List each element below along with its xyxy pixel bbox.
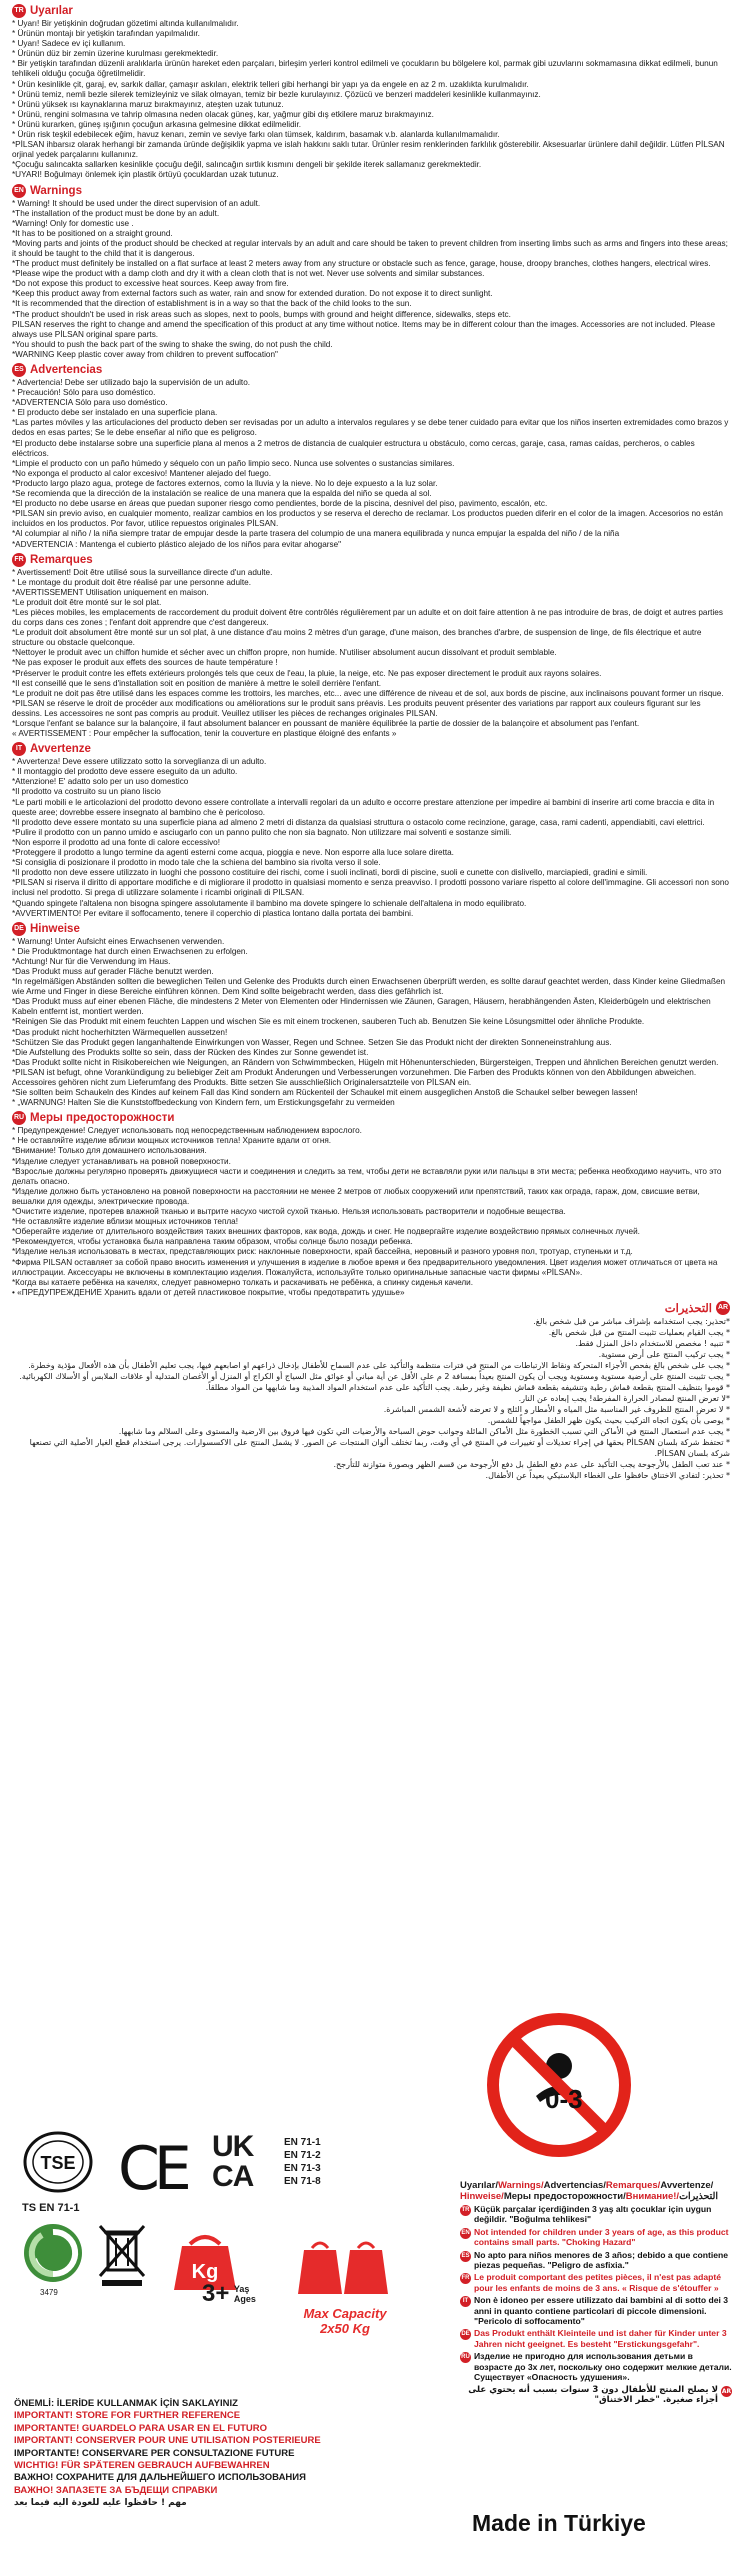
section-title: Avvertenze bbox=[30, 743, 91, 756]
warning-line: *In regelmäßigen Abständen sollten die beweglichen Teilen und Gelenke des Produkts durch einen Erwachsenen überprüft werden, es sollte darauf geachtet werden, dass Kinder keine Gliedmaßen wie Arme und Finger in diese Bereiche einführen können. Dem Kind sollte beigebracht werden, dass dies gefährlich ist. bbox=[12, 977, 726, 997]
en-standard: EN 71-3 bbox=[284, 2163, 321, 2174]
age-warning-fr bbox=[460, 2272, 732, 2293]
flag-ar-icon: AR bbox=[716, 1301, 730, 1315]
warning-line: *PILSAN si riserva il diritto di apportare modifiche e di migliorare il prodotto in qualsiasi momento e senza preavviso. I prodotti possono variare rispetto al colore dell'immagine. Gli accessori non sono inclusi nel prodotto. Si prega di utilizzare solamente i ricambi originali di PILSAN. bbox=[12, 878, 729, 898]
warning-line: *Producto largo plazo agua, protege de factores externos, como la lluvia y la nieve. No lo deje expuesto a la luz solar. bbox=[12, 478, 438, 488]
warning-line: * Advertencia! Debe ser utilizado bajo la supervisión de un adulto. bbox=[12, 378, 251, 387]
tse-standard: TS EN 71-1 bbox=[22, 2202, 80, 2214]
warning-line: * Avertissement! Doit être utilisé sous la surveillance directe d'un adulte. bbox=[12, 567, 273, 577]
warning-line: *Si consiglia di posizionare il prodotto in modo tale che la schiena del bambino sia rivolta verso il sole. bbox=[12, 858, 381, 868]
warning-line: *Il est conseillé que le sens d'installation soit en position de manière à mettre le soleil derrière l'enfant. bbox=[12, 678, 382, 688]
warning-line: * Precaución! Sólo para uso doméstico. bbox=[12, 388, 156, 398]
age-warning-de bbox=[460, 2328, 732, 2349]
flag-de-icon: DE bbox=[460, 2329, 471, 2340]
warning-line: *Изделие следует устанавливать на ровной поверхности. bbox=[12, 1156, 231, 1166]
warning-line: *Il prodotto deve essere montato su una superficie piana ad almeno 2 metri di distanza da qualsiasi struttura o ostacolo come recinzione, garage, casa, rami cadenti, appendiabiti, cavi elettrici. bbox=[12, 817, 705, 827]
warnings-section-es bbox=[12, 363, 730, 550]
warning-line: *Al columpiar al niño / la niña siempre tratar de empujar desde la parte trasera del columpio de una manera equilibrada y nunca empujar la espalda del niño / de la niña bbox=[12, 529, 620, 539]
age-badge-number: 3+ bbox=[202, 2280, 230, 2307]
warning-line: *ADVERTENCIA Sólo para uso doméstico. bbox=[12, 398, 168, 408]
hdr-ru: Меры предосторожности/ bbox=[503, 2191, 626, 2202]
warning-line: *Изделие нельзя использовать в местах, представляющих риск: наклонные поверхности, край бассейна, неровный и разного уровня пол, тротуар, ступеньки и т.д. bbox=[12, 1247, 633, 1257]
warning-line: *Изделие должно быть установлено на ровной поверхности на расстоянии не менее 2 метров от любых сооружений или препятствий, таких как ограда, гараж, дом, свисшие ветви, вешалки для одежды, электрические провода. bbox=[12, 1186, 700, 1206]
warning-line: *Фирма PILSAN оставляет за собой право вносить изменения и улучшения в изделие в любое время и без предварительного уведомления. Цвет изделия может отличаться от цвета на иллюстрации. Аксессуары не включены в комплектацию изделия. Пожалуйста, используйте только оригинальные запасные части фирмы «PİLSAN». bbox=[12, 1257, 718, 1277]
flag-fr-icon: FR bbox=[12, 553, 26, 567]
flag-de-icon: DE bbox=[12, 922, 26, 936]
warning-line: * Ürünü, rengini solmasına ve tahrip olmasına neden olacak güneş, kar, yağmur gibi dış etkilere maruz bırakmayınız. bbox=[12, 109, 434, 119]
warning-line: *Das Produkt muss auf gerader Fläche benutzt werden. bbox=[12, 966, 214, 976]
warning-line: *Pulire il prodotto con un panno umido e asciugarlo con un panno pulito che non sia bagnato. Non utilizzare mai solventi e sostanze simili. bbox=[12, 827, 512, 837]
crossed-bin-icon bbox=[94, 2220, 150, 2290]
warning-line: *Le produit ne doit pas être utilisé dans les espaces comme les trottoirs, les marches, etc... avec une différence de niveau et de sol, aux bords de piscine, aux inclinaisons pouvant former un risque. bbox=[12, 688, 724, 698]
warning-line: *Ne pas exposer le produit aux effets des sources de haute température ! bbox=[12, 658, 278, 668]
section-header bbox=[12, 184, 730, 198]
warning-line: *WARNING Keep plastic cover away from children to prevent suffocation" bbox=[12, 349, 278, 359]
warnings-section-ru bbox=[12, 1111, 730, 1298]
warning-line: * Ürünü kurarken, güneş ışığının çocuğun arkasına gelmesine dikkat edilmelidir. bbox=[12, 119, 301, 129]
age-badge bbox=[202, 2280, 256, 2308]
warning-line: * Warnung! Unter Aufsicht eines Erwachsenen verwenden. bbox=[12, 936, 225, 946]
age-badge-unit: Yaş bbox=[233, 2284, 250, 2294]
age-warning-text: No apto para niños menores de 3 años; debido a que contiene piezas pequeñas. "Peligro de asfixia." bbox=[474, 2249, 729, 2271]
warning-line: * Die Produktmontage hat durch einen Erwachsenen zu erfolgen. bbox=[12, 946, 248, 956]
warning-line: *El producto debe instalarse sobre una superficie plana al menos a 2 metros de distancia de cualquier estructura u obstáculo, como cercas, garaje, casa, ramas caídas, percheros, o cables eléctricos. bbox=[12, 438, 695, 458]
warning-line: * Ürünün düz bir zemin üzerine kurulması gerekmektedir. bbox=[12, 49, 219, 59]
warning-line: *AVVERTIMENTO! Per evitare il soffocamento, tenere il coperchio di plastica lontano dalla portata dei bambini. bbox=[12, 908, 414, 918]
section-lines bbox=[12, 1316, 730, 1481]
warning-line: *تحذير: يجب استخدامه بإشراف مباشر من قبل شخص بالغ. bbox=[533, 1316, 730, 1326]
ukca-line-2: CA bbox=[212, 2160, 254, 2193]
flag-it-icon: IT bbox=[460, 2296, 471, 2307]
warning-line: *Le produit doit être monté sur le sol plat. bbox=[12, 597, 162, 607]
warning-line: * Ürünü yüksek ısı kaynaklarına maruz bırakmayınız, ateşten uzak tutunuz. bbox=[12, 99, 284, 109]
warning-line: *AVERTISSEMENT Utilisation uniquement en maison. bbox=[12, 587, 209, 597]
flag-ru-icon: RU bbox=[12, 1111, 26, 1125]
warning-line: * يوصى بأن يكون اتجاه التركيب بحيث يكون ظهر الطفل مواجهاً للشمس. bbox=[487, 1415, 730, 1425]
warning-line: *You should to push the back part of the swing to shake the swing, do not push the child. bbox=[12, 339, 333, 349]
warning-line: *Do not expose this product to excessive heat sources. Keep away from fire. bbox=[12, 279, 289, 289]
warnings-section-ar bbox=[12, 1301, 730, 1481]
warning-line: *Оберегайте изделие от длительного воздействия таких внешних факторов, как вода, дождь и снег. Не подвергайте изделие воздействию прямых солнечных лучей. bbox=[12, 1227, 640, 1237]
warning-line: * تحتفظ شركة بلسان PİLSAN بحقها في إجراء تعديلات أو تغييرات في المنتج في أي وقت، ربما تختلف ألوان المنتجات عن الصور. لا يشمل المنتج على الاكسسوارات. يرجى استخدام قطع الغيار الأصلية التي تصنعها شركة بلسان PİLSAN. bbox=[29, 1437, 730, 1458]
section-title: Hinweise bbox=[30, 922, 80, 935]
warnings-section-de bbox=[12, 922, 730, 1109]
age-warnings-header bbox=[460, 2180, 732, 2202]
warnings-section-tr bbox=[12, 4, 730, 181]
warning-line: *El producto no debe usarse en áreas que puedan suponer riesgo como pendientes, borde de la piscina, desnivel del piso, pavimento, escalón, etc. bbox=[12, 499, 548, 509]
warning-line: *Die Aufstellung des Produkts sollte so sein, dass der Rücken des Kindes zur Sonne gewendet ist. bbox=[12, 1047, 369, 1057]
warning-line: *Le parti mobili e le articolazioni del prodotto devono essere controllate a intervalli regolari da un adulto e occorre prestare attenzione per impedire ai bambini di inserire arti come braccia e dita in queste aree; dovrebbe essere insegnato al bambino che è pericoloso. bbox=[12, 797, 715, 817]
flag-en-icon: EN bbox=[12, 184, 26, 198]
warning-line: * Ürün kesinlikle çit, garaj, ev, sarkık dallar, çamaşır askıları, elektrik telleri gibi herhangi bir yapı ya da engele en az 2 m. uzaklıkta kurulmalıdır. bbox=[12, 79, 529, 89]
store-notes bbox=[14, 2398, 454, 2510]
warning-line: * لا تعرض المنتج للظروف غير المناسبة مثل المياه و الأمطار و الثلج و لا تعرضه لأشعة الشمس المباشرة. bbox=[383, 1404, 730, 1414]
age-warning-es bbox=[460, 2250, 732, 2271]
warning-line: *Reinigen Sie das Produkt mit einem feuchten Lappen und wischen Sie es mit einem trockenen, sauberen Tuch ab. Benutzen Sie keine Lösungsmittel oder ähnliche Produkte. bbox=[12, 1017, 645, 1027]
certification-logos bbox=[14, 2130, 434, 2380]
bottom-panel bbox=[0, 2010, 742, 2560]
warning-line: • «ПРЕДУПРЕЖДЕНИЕ Хранить вдали от детей пластиковое покрытие, чтобы предотвратить удушье» bbox=[12, 1287, 405, 1297]
section-header bbox=[12, 4, 730, 18]
warning-line: *Çocuğu salıncakta sallarken kesinlikle çocuğu değil, salıncağın sırtlık kısmını dengeli bir şekilde iterek sallamanız gerekmektedir. bbox=[12, 160, 482, 170]
warning-line: *Lorsque l'enfant se balance sur la balançoire, il faut absolument balancer en poussant de manière équilibrée la partie de dossier de la balançoire et absolument pas l'enfant. bbox=[12, 719, 640, 728]
hdr-es: Advertencias/ bbox=[543, 2180, 606, 2191]
en-standard: EN 71-1 bbox=[284, 2137, 321, 2148]
flag-tr-icon: TR bbox=[12, 4, 26, 18]
warning-line: * يجب عدم استعمال المنتج في الأماكن التي تسبب الخطورة مثل الأماكن المائلة وجوانب حوض السباحة والأرضيات التي تكون فيها فروق بين الارضية والمستوى وعلى السلالم وما شابهها. bbox=[118, 1426, 730, 1436]
warning-line: *Das Produkt sollte nicht in Risikobereichen wie Neigungen, an Rändern von Schwimmbecken, Hügeln mit Höhenunterschieden, Bürgersteigen, Treppen und ähnlichen Bereichen genutzt werden. bbox=[12, 1057, 719, 1067]
warning-line: *It has to be positioned on a straight ground. bbox=[12, 228, 173, 238]
section-title: Advertencias bbox=[30, 364, 103, 376]
ukca-mark bbox=[212, 2132, 276, 2196]
warning-line: *Se recomienda que la dirección de la instalación se realice de una manera que la espalda del niño se queda al sol. bbox=[12, 489, 432, 499]
flag-es-icon: ES bbox=[12, 363, 26, 377]
warning-line: *Non esporre il prodotto ad una fonte di calore eccessivo! bbox=[12, 837, 220, 847]
warning-line: *Quando spingete l'altalena non bisogna spingere assolutamente il bambino ma dovete spingere lo schienale dell'altalena in modo equilibrato. bbox=[12, 898, 527, 908]
age-warning-text: Not intended for children under 3 years of age, as this product contains small parts. "Choking Hazard" bbox=[474, 2226, 729, 2248]
recycle-logo-icon bbox=[22, 2222, 84, 2284]
warning-line: *لا تعرض المنتج لمصادر الحرارة المفرطة! يجب إبعاده عن النار. bbox=[518, 1393, 730, 1403]
section-header bbox=[12, 1111, 730, 1125]
warning-line: *Please wipe the product with a damp cloth and dry it with a clean cloth that is not wet. Never use solvents and similar substances. bbox=[12, 269, 485, 279]
age-warning-it bbox=[460, 2295, 732, 2326]
warning-line: * يجب على شخص بالغ بفحص الأجزاء المتحركة ونقاط الارتباطات من المنتج في فترات منتظمة والتأكيد على عدم السماح للأطفال بإدخال ذراعهم او اصابعهم فيها، يجب تعليم الأطفال بأن هذه الأفعال مؤذية وخطرة. bbox=[28, 1360, 730, 1370]
warning-line: * يجب تركيب المنتج على أرض مستوية. bbox=[598, 1349, 730, 1359]
flag-ar-icon: AR bbox=[721, 2387, 732, 2395]
warnings-section-fr bbox=[12, 553, 730, 740]
age-badge-unit-en: Ages bbox=[233, 2294, 256, 2304]
age-warning-symbol-text: 0-3 bbox=[545, 2084, 583, 2114]
age-warning-tr bbox=[460, 2204, 732, 2225]
warnings-section-en bbox=[12, 184, 730, 361]
warning-line: * Warning! It should be used under the direct supervision of an adult. bbox=[12, 198, 261, 208]
section-title: التحذيرات bbox=[664, 1302, 712, 1315]
age-warnings-panel bbox=[460, 2180, 732, 2405]
warning-line: *Рекомендуется, чтобы установка была направлена таким образом, чтобы солнце было позади ребенка. bbox=[12, 1237, 413, 1247]
hdr-en: Warnings/ bbox=[498, 2180, 544, 2191]
warning-line: *Le produit doit absolument être monté sur un sol plat, à une distance d'au moins 2 mètres d'un garage, d'une maison, des branches d'arbre, de suspension de linge, de fils électrique et autre structure ou obstacle quelconque. bbox=[12, 628, 702, 648]
hdr-bg: Внимание!/ bbox=[625, 2191, 680, 2202]
warning-line: *Nettoyer le produit avec un chiffon humide et sécher avec un chiffon propre, non humide. N'utiliser absolument aucun dissolvant et produit semblable. bbox=[12, 648, 557, 658]
store-note: ÖNEMLİ: İLERİDE KULLANMAK İÇİN SAKLAYINIZ bbox=[14, 2398, 238, 2409]
section-header bbox=[12, 922, 730, 936]
warning-line: *PİLSAN ihbarsız olarak herhangi bir zamanda üründe değişiklik yapma ve islah hakkını saklı tutar. Ürünler resim renklerinden farklılık gösterebilir. Aksesuarlar ürünlere dahil değildir. Lütfen PİLSAN orjinal yedek parçalarını kullanınız. bbox=[12, 140, 725, 160]
warning-line: * Le montage du produit doit être réalisé par une personne adulte. bbox=[12, 577, 251, 587]
warning-line: *PILSAN sin previo aviso, en cualquier momento, realizar cambios en los productos y se reserva el derecho de reclamar. Los productos pueden diferir en el color de la imagen. Accesorios no están incluidos en los productos. Por favor, utilice repuestos originales PİLSAN. bbox=[12, 509, 723, 529]
made-in-label: Made in Türkiye bbox=[472, 2510, 646, 2536]
flag-es-icon: ES bbox=[460, 2251, 471, 2262]
flag-fr-icon: FR bbox=[460, 2273, 471, 2284]
age-warning-en bbox=[460, 2227, 732, 2248]
section-header bbox=[12, 553, 730, 567]
warning-line: * Ürünü temiz, nemli bezle silerek temizleyiniz ve silak olmayan, temiz bir bezle kurulayınız. Çözücü ve benzeri maddeleri kesinlikle kullanmayınız. bbox=[12, 89, 541, 99]
age-warnings-list bbox=[460, 2204, 732, 2405]
warning-line: *Moving parts and joints of the product should be checked at regular intervals by an adult and care should be taken to prevent children from inserting limbs such as arms and fingers into these areas; it should be taught to the child that it is dangerous. bbox=[12, 238, 728, 258]
warning-line: *Il prodotto va costruito su un piano liscio bbox=[12, 787, 161, 797]
store-note: IMPORTANT! STORE FOR FURTHER REFERENCE bbox=[14, 2410, 241, 2422]
flag-ru-icon: RU bbox=[460, 2352, 471, 2363]
warning-line: *Limpie el producto con un paño húmedo y séquelo con un paño limpio seco. Nunca use solventes o sustancias similares. bbox=[12, 458, 455, 468]
warning-line: *The product shouldn't be used in risk areas such as slopes, next to pools, bumps with ground and height difference, sidewalks, steps etc. bbox=[12, 309, 511, 319]
warning-line: * Il montaggio del prodotto deve essere eseguito da un adulto. bbox=[12, 767, 238, 777]
warning-line: *Schützen Sie das Produkt gegen langanhaltende Einwirkungen von Wasser, Regen und Schnee. Setzen Sie das Produkt nicht der direkten Sonneneinstrahlung aus. bbox=[12, 1037, 612, 1047]
flag-tr-icon: TR bbox=[460, 2205, 471, 2216]
tse-logo-icon bbox=[22, 2130, 94, 2200]
warning-line: * Bir yetişkin tarafından düzenli aralıklarla ürünün hareket eden parçaları, birleşim yerleri kontrol edilmeli ve çocukların bu bölgelere kol, parmak gibi uzuvlarını sokmamasına dikkat edilmeli, bunun tehlikeli olduğu çocuğa öğretilmelidir. bbox=[12, 59, 718, 79]
warning-line: *Das produkt nicht hocherhitzten Wärmequellen aussetzen! bbox=[12, 1027, 228, 1037]
warning-line: *PILSAN ist befugt, ohne Vorankündigung zu beliebiger Zeit am Produkt Änderungen und Verbesserungen vorzunehmen. Die Farben des Produkts können von den Abbildungen abweichen. Accessoires gehören nicht zum Lieferumfang des Produkts. Bitte setzen Sie ausschließlich Originalersatzteile von PİLSAN ein. bbox=[12, 1067, 697, 1087]
store-note: WICHTIG! FÜR SPÄTEREN GEBRAUCH AUFBEWAHREN bbox=[14, 2460, 270, 2472]
hdr-ar: التحذيرات bbox=[679, 2191, 719, 2202]
section-header bbox=[12, 1301, 730, 1315]
en-standard: EN 71-8 bbox=[284, 2176, 321, 2187]
warning-line: * „WARNUNG! Halten Sie die Kunststoffbedeckung von Kindern fern, um Erstickungsgefahr zu vermeiden bbox=[12, 1098, 395, 1108]
age-warning-text: Non è idoneo per essere utilizzato dai bambini al di sotto dei 3 anni in quanto contiene particolari di piccole dimensioni. "Pericolo di soffocamento" bbox=[474, 2295, 729, 2327]
age-warning-text: Küçük parçalar içerdiğinden 3 yaş altı çocuklar için uygun değildir. "Boğulma tehlikesi" bbox=[474, 2204, 712, 2225]
warning-line: * يجب تثبيت المنتج على أرضية مستوية ومستوية ويجب أن يكون المنتج بعيداً بمسافة 2 م على الأقل عن أية مباني أو عوائق مثل السياج أو الكراج أو المنزل أو الأغصان المتدلية أو علاقات الملابس أو الأسلاك الكهربائية. bbox=[19, 1371, 730, 1381]
capacity-line-2: 2x50 Kg bbox=[320, 2321, 370, 2336]
warning-line: * تحذير: لتفادي الاختناق حافظوا على الغطاء البلاستيكي بعيداً عن الأطفال. bbox=[485, 1470, 730, 1480]
ukca-line-1: UK bbox=[212, 2130, 254, 2163]
section-title: Remarques bbox=[30, 553, 93, 566]
warning-line: *Не оставляйте изделие вблизи мощных источников тепла! bbox=[12, 1217, 238, 1227]
hdr-de: Hinweise/ bbox=[460, 2191, 504, 2202]
warning-line: *Когда вы катаете ребёнка на качелях, следует равномерно толкать и раскачивать не ребёнка, а спинку сиденья качели. bbox=[12, 1277, 474, 1287]
section-title: Меры предосторожности bbox=[30, 1112, 175, 1125]
warning-line: *Il prodotto non deve essere utilizzato in luoghi che possono costituire dei rischi, come i suoli inclinati, bordi di piscine, suoli e cunette con dislivello, marciapiedi, gradini e simili. bbox=[12, 868, 648, 878]
warning-line: *Warning! Only for domestic use . bbox=[12, 218, 134, 228]
warning-line: *Внимание! Только для домашнего использования. bbox=[12, 1146, 207, 1156]
warning-line: *Préserver le produit contre les effets extérieurs prolongés tels que ceux de l'eau, la pluie, la neige, etc. Ne pas exposer directement le produit aux rayons solaires. bbox=[12, 668, 602, 678]
warning-line: *Las partes móviles y las articulaciones del producto deben ser revisadas por un adulto a intervalos regulares y se debe tener cuidado para evitar que los niños inserten extremidades como brazos y dedos en esas partes; Se le debe enseñar al niño que es peligroso. bbox=[12, 418, 729, 438]
store-note: ВАЖНО! ЗАПАЗЕТЕ ЗА БЪДЕЩИ СПРАВКИ bbox=[14, 2484, 218, 2496]
warning-line: *ADVERTENCIA : Mantenga el cubierto plástico alejado de los niños para evitar ahogarse" bbox=[12, 539, 342, 549]
age-warning-text: Das Produkt enthält Kleinteile und ist daher für Kinder unter 3 Jahren nicht geeignet. Es besteht "Erstickungsgefahr". bbox=[474, 2328, 727, 2349]
warning-line: * Ürün risk teşkil edebilecek eğim, havuz kenarı, zemin ve seviye farkı olan tümsek, kaldırım, basamak v.b. alanlarda kullanılmamalıdır. bbox=[12, 130, 500, 140]
warning-line: *The installation of the product must be done by an adult. bbox=[12, 208, 220, 218]
store-note: ВАЖНО! СОХРАНИТЕ ДЛЯ ДАЛЬНЕЙШЕГО ИСПОЛЬЗОВАНИЯ bbox=[14, 2472, 306, 2484]
max-capacity-label bbox=[290, 2306, 400, 2336]
hdr-tr: Uyarılar/ bbox=[460, 2180, 499, 2191]
warning-line: *It is recommended that the direction of establishment is in a way so that the back of the child looks to the sun. bbox=[12, 299, 412, 309]
weight-kg-label: Kg bbox=[191, 2261, 219, 2283]
warning-line: * Не оставляйте изделие вблизи мощных источников тепла! Храните вдали от огня. bbox=[12, 1136, 332, 1146]
section-header bbox=[12, 742, 730, 756]
warning-line: *Sie sollten beim Schaukeln des Kindes auf keinem Fall das Kind sondern am Rückenteil der Schaukel mit einem ausgeglichen Anstoß die Schaukel selber bewegen lassen! bbox=[12, 1088, 638, 1098]
hdr-fr: Remarques/ bbox=[605, 2180, 661, 2191]
store-note: مهم ! حافظوا عليه للعودة اليه فيما بعد bbox=[14, 2498, 187, 2509]
hdr-it: Avvertenze/ bbox=[660, 2180, 714, 2191]
warning-line: *Das Produkt muss auf einer ebenen Fläche, die mindestens 2 Meter von Elementen oder Hindernissen wie Zäunen, Garagen, Häusern, herabhängenden Ästen, Kleiderbügeln und elektrischen Kabeln entfernt ist, montiert werden. bbox=[12, 997, 711, 1017]
warning-line: *No exponga el producto al calor excesivo! Mantener alejado del fuego. bbox=[12, 468, 271, 478]
warning-line: *PILSAN se réserve le droit de procéder aux modifications ou améliorations sur le produit sans préavis. Les produits peuvent présenter des variations par rapport aux couleurs figurant sur les dessins. Les accessoires ne sont pas compris au produit. Veuillez utiliser les pièces de rechanges originales PILSAN. bbox=[12, 698, 701, 718]
warning-line: * Предупреждение! Следует использовать под непосредственным наблюдением взрослого. bbox=[12, 1126, 362, 1136]
capacity-line-1: Max Capacity bbox=[303, 2306, 387, 2321]
warning-line: *Les pièces mobiles, les emplacements de raccordement du produit doivent être contrôlés régulièrement par un adulte et on doit faire attention à ne pas introduire de bras, de doigt et autres parties du corps dans ces zones ; l'enfant doit apprendre que c'est dangereux. bbox=[12, 607, 723, 628]
warning-line: * Ürünün montajı bir yetişkin tarafından yapılmalıdır. bbox=[12, 29, 200, 39]
ce-mark: CE bbox=[118, 2134, 186, 2204]
age-warning-text: Le produit comportant des petites pièces, il n'est pas adapté pour les enfants de moins de 3 ans. « Risque de s'étouffer » bbox=[474, 2272, 722, 2293]
section-title: Uyarılar bbox=[30, 5, 73, 17]
en-standard: EN 71-2 bbox=[284, 2150, 321, 2161]
section-title: Warnings bbox=[30, 184, 82, 197]
warning-line: *Очистите изделие, протерев влажной тканью и вытрите насухо чистой сухой тканью. Нельзя использовать растворители и подобные вещества. bbox=[12, 1207, 566, 1217]
warning-line: * عند تعب الطفل بالأرجوحة يجب التأكيد على عدم دفع الطفل بل دفع الأرجوحة من قسم الظهر وبصورة متوازنة للتأرجح. bbox=[333, 1459, 730, 1469]
warning-line: * Uyarı! Sadece ev içi kullanım. bbox=[12, 39, 126, 49]
recycle-code: 3479 bbox=[40, 2288, 58, 2297]
warning-line: * يجب القيام بعمليات تثبيت المنتج من قبل شخص بالغ. bbox=[548, 1327, 730, 1337]
warning-line: * El producto debe ser instalado en una superficie plana. bbox=[12, 408, 218, 418]
flag-en-icon: EN bbox=[460, 2228, 471, 2239]
warning-line: * قوموا بتنظيف المنتج بقطعة قماش رطبة وتنشيفه بقطعة قماش نظيفة وغير رطبة. يجب التأكيد على عدم استخدام المواد المذيبة وما شابهها من المواد مطلقاً. bbox=[205, 1382, 730, 1392]
warning-line: PILSAN reserves the right to change and amend the specification of this product at any time without notice. Items may be in different colour than the images. Accessories are not included. Please always use PİLSAN original spare parts. bbox=[12, 319, 715, 339]
warning-line: * Uyarı! Bir yetişkinin doğrudan gözetimi altında kullanılmalıdır. bbox=[12, 19, 239, 28]
warning-line: *The product must definitely be installed on a flat surface at least 2 meters away from any structure or obstacle such as fence, garage, house, droopy branches, clothes hangers, electrical wires. bbox=[12, 259, 711, 269]
age-warning-text: لا يصلح المنتج للأطفال دون 3 سنوات بسبب أنه يحتوي على أجزاء صغيرة. "خطر الاختناق" bbox=[468, 2384, 718, 2405]
warning-line: *UYARI! Boğulmayı önlemek için plastik örtüyü çocuklardan uzak tutunuz. bbox=[12, 170, 279, 180]
warning-line: « AVERTISSEMENT : Pour empêcher la suffocation, tenir la couverture en plastique éloigné des enfants » bbox=[12, 729, 397, 739]
warning-line: * تنبيه ! مخصص للاستخدام داخل المنزل فقط. bbox=[575, 1338, 730, 1348]
warning-line: *Keep this product away from external factors such as water, rain and snow for extended duration. Do not expose it to direct sunlight. bbox=[12, 289, 493, 299]
warning-line: *Proteggere il prodotto a lungo termine da agenti esterni come acqua, pioggia e neve. Non esporre alla luce solare diretta. bbox=[12, 848, 454, 858]
age-warning-ru bbox=[460, 2351, 732, 2382]
svg-text:TSE: TSE bbox=[40, 2153, 76, 2173]
warning-line: *Achtung! Nur für die Verwendung im Haus. bbox=[12, 956, 171, 966]
en-standards-list bbox=[284, 2136, 321, 2188]
age-warning-ar bbox=[460, 2385, 732, 2406]
age-warning-text: Изделие не пригодно для использования детьми в возрасте до 3х лет, поскольку оно содержит мелкие детали. Существует «Опасность удушения». bbox=[474, 2351, 732, 2383]
store-note: IMPORTANTE! GUARDELO PARA USAR EN EL FUTURO bbox=[14, 2422, 267, 2434]
store-note: IMPORTANTE! CONSERVARE PER CONSULTAZIONE FUTURE bbox=[14, 2447, 295, 2459]
warning-line: * Avvertenza! Deve essere utilizzato sotto la sorveglianza di un adulto. bbox=[12, 757, 267, 767]
warnings-section-it bbox=[12, 742, 730, 919]
flag-it-icon: IT bbox=[12, 742, 26, 756]
capacity-weights-icon bbox=[290, 2220, 400, 2296]
section-header bbox=[12, 363, 730, 377]
warning-line: *Взрослые должны регулярно проверять движущиеся части и соединения и следить за тем, чтобы дети не вставляли руки или пальцы в эти места; ребенка необходимо научить, что это делать опасно. bbox=[12, 1166, 722, 1186]
store-note: IMPORTANT! CONSERVER POUR UNE UTILISATION POSTERIEURE bbox=[14, 2435, 321, 2447]
warnings-sections bbox=[12, 4, 730, 1298]
warning-line: *Attenzione! E' adatto solo per un uso domestico bbox=[12, 777, 189, 787]
